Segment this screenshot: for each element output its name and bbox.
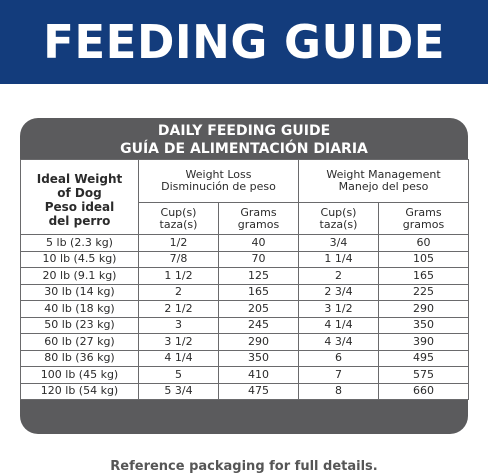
ideal-weight-es-1: Peso ideal [44, 200, 115, 214]
cell-mgmt-cups: 4 3/4 [299, 334, 379, 351]
feeding-table-body [21, 160, 469, 400]
cell-loss-cups: 2 1/2 [139, 301, 219, 318]
weight-management-es: Manejo del peso [338, 180, 429, 193]
feeding-table [20, 159, 469, 400]
cell-weight: 20 lb (9.1 kg) [21, 268, 139, 285]
cell-mgmt-grams: 575 [379, 367, 469, 384]
table-row [21, 334, 469, 351]
cell-loss-grams: 245 [219, 317, 299, 334]
table-row [21, 383, 469, 400]
cell-loss-grams: 40 [219, 235, 299, 252]
cell-loss-grams: 125 [219, 268, 299, 285]
cell-mgmt-cups: 8 [299, 383, 379, 400]
mgmt-grams-header [379, 203, 469, 235]
cell-loss-cups: 1 1/2 [139, 268, 219, 285]
mgmt-cups-en: Cup(s) [320, 205, 357, 219]
cell-weight: 60 lb (27 kg) [21, 334, 139, 351]
loss-grams-header [219, 203, 299, 235]
cell-mgmt-grams: 60 [379, 235, 469, 252]
cell-mgmt-cups: 1 1/4 [299, 251, 379, 268]
cell-loss-grams: 290 [219, 334, 299, 351]
cell-mgmt-cups: 4 1/4 [299, 317, 379, 334]
mgmt-grams-es: gramos [402, 217, 445, 231]
cell-loss-grams: 410 [219, 367, 299, 384]
cell-loss-cups: 1/2 [139, 235, 219, 252]
loss-grams-es: gramos [237, 217, 280, 231]
mgmt-cups-es: taza(s) [319, 217, 358, 231]
cell-loss-cups: 3 1/2 [139, 334, 219, 351]
loss-cups-header [139, 203, 219, 235]
table-title-es: GUÍA DE ALIMENTACIÓN DIARIA [120, 141, 368, 157]
cell-mgmt-grams: 660 [379, 383, 469, 400]
cell-mgmt-grams: 495 [379, 350, 469, 367]
cell-mgmt-grams: 105 [379, 251, 469, 268]
cell-weight: 80 lb (36 kg) [21, 350, 139, 367]
cell-mgmt-grams: 350 [379, 317, 469, 334]
loss-cups-en: Cup(s) [160, 205, 197, 219]
cell-mgmt-cups: 6 [299, 350, 379, 367]
table-row [21, 317, 469, 334]
header-banner [0, 0, 488, 84]
cell-weight: 5 lb (2.3 kg) [21, 235, 139, 252]
loss-cups-es: taza(s) [159, 217, 198, 231]
table-row [21, 350, 469, 367]
weight-management-header [299, 160, 469, 203]
cell-loss-cups: 5 3/4 [139, 383, 219, 400]
cell-mgmt-cups: 2 [299, 268, 379, 285]
cell-loss-cups: 2 [139, 284, 219, 301]
cell-loss-grams: 165 [219, 284, 299, 301]
cell-loss-grams: 350 [219, 350, 299, 367]
cell-weight: 50 lb (23 kg) [21, 317, 139, 334]
cell-weight: 120 lb (54 kg) [21, 383, 139, 400]
table-title-en: DAILY FEEDING GUIDE [157, 123, 331, 139]
cell-mgmt-cups: 2 3/4 [299, 284, 379, 301]
ideal-weight-en-1: Ideal Weight [36, 172, 123, 186]
cell-weight: 100 lb (45 kg) [21, 367, 139, 384]
cell-loss-cups: 3 [139, 317, 219, 334]
ideal-weight-es-2: del perro [48, 214, 111, 228]
table-row [21, 251, 469, 268]
cell-loss-grams: 70 [219, 251, 299, 268]
cell-mgmt-grams: 290 [379, 301, 469, 318]
table-row [21, 301, 469, 318]
footer-note: Reference packaging for full details. [110, 459, 378, 474]
cell-mgmt-grams: 390 [379, 334, 469, 351]
cell-weight: 10 lb (4.5 kg) [21, 251, 139, 268]
table-title [20, 122, 468, 158]
loss-grams-en: Grams [240, 205, 277, 219]
cell-loss-cups: 7/8 [139, 251, 219, 268]
table-row [21, 268, 469, 285]
cell-mgmt-cups: 7 [299, 367, 379, 384]
ideal-weight-header [21, 160, 139, 235]
table-row [21, 284, 469, 301]
cell-loss-grams: 475 [219, 383, 299, 400]
cell-mgmt-cups: 3 1/2 [299, 301, 379, 318]
cell-mgmt-grams: 225 [379, 284, 469, 301]
cell-loss-grams: 205 [219, 301, 299, 318]
weight-loss-en: Weight Loss [185, 168, 252, 181]
cell-loss-cups: 5 [139, 367, 219, 384]
cell-mgmt-cups: 3/4 [299, 235, 379, 252]
table-row [21, 367, 469, 384]
page-title: FEEDING GUIDE [43, 15, 445, 69]
mgmt-cups-header [299, 203, 379, 235]
cell-loss-cups: 4 1/4 [139, 350, 219, 367]
cell-weight: 30 lb (14 kg) [21, 284, 139, 301]
cell-mgmt-grams: 165 [379, 268, 469, 285]
weight-loss-header [139, 160, 299, 203]
weight-loss-es: Disminución de peso [161, 180, 276, 193]
cell-weight: 40 lb (18 kg) [21, 301, 139, 318]
table-row [21, 235, 469, 252]
mgmt-grams-en: Grams [405, 205, 442, 219]
weight-management-en: Weight Management [326, 168, 441, 181]
ideal-weight-en-2: of Dog [57, 186, 102, 200]
